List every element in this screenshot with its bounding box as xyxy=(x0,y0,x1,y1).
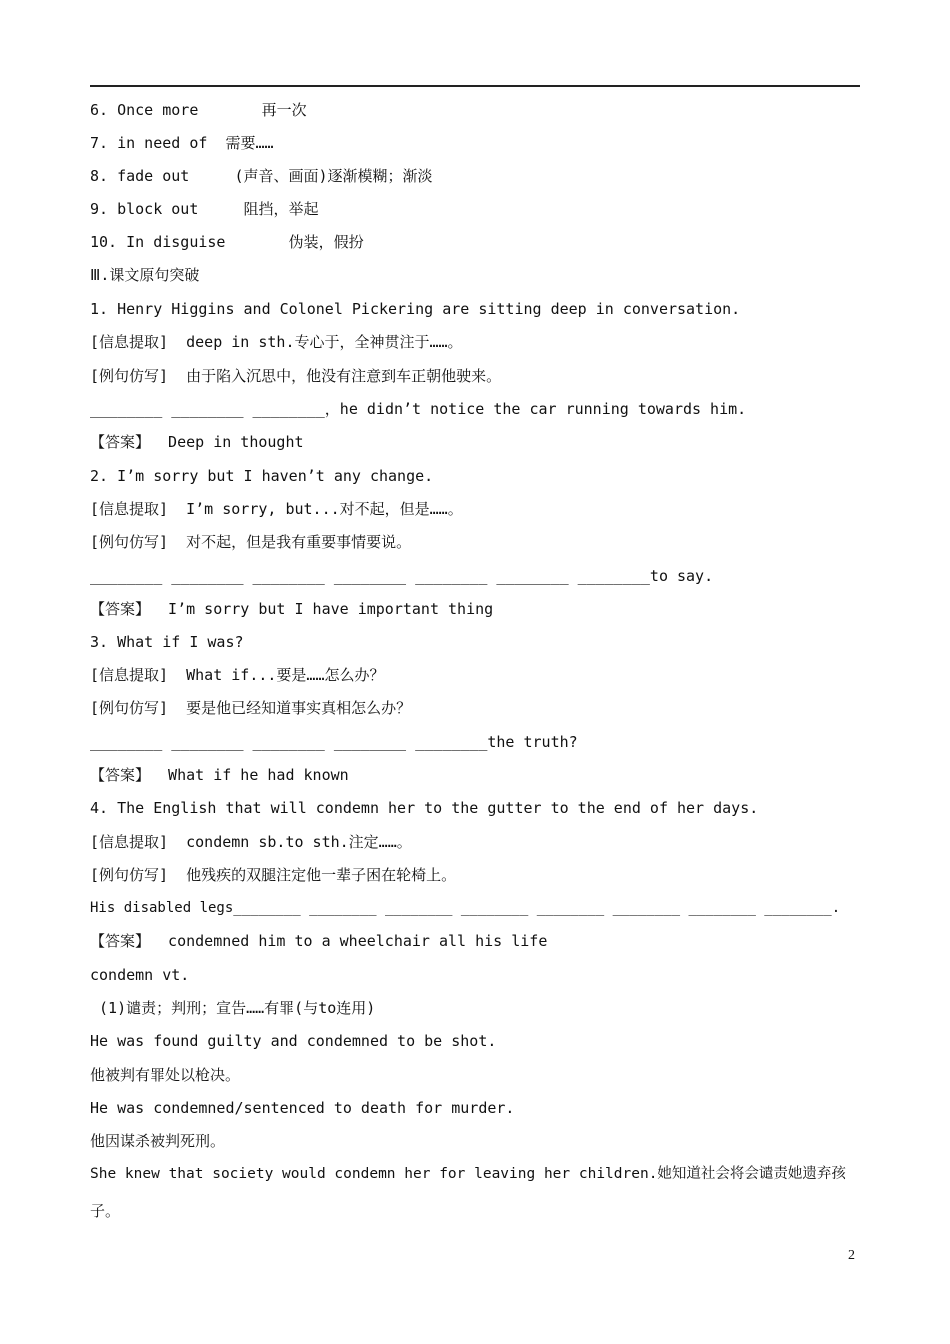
vocab-item-6: 6. Once more 再一次 xyxy=(90,101,307,119)
example-en-3: She knew that society would condemn her for leaving her children.她知道社会将会谴责她遗弃孩 xyxy=(90,1166,846,1182)
answer-2: 【答案】 I’m sorry but I have important thing xyxy=(90,600,494,618)
answer-4: 【答案】 condemned him to a wheelchair all his life xyxy=(90,932,548,950)
example-en-1: He was found guilty and condemned to be shot. xyxy=(90,1032,497,1050)
blank-line-4: His disabled legs________ ________ ________ ________ ________ ________ ________ ________. xyxy=(90,900,841,916)
example-en-2: He was condemned/sentenced to death for murder. xyxy=(90,1099,515,1117)
vocab-item-10: 10. In disguise 伪装，假扮 xyxy=(90,233,364,251)
answer-1: 【答案】 Deep in thought xyxy=(90,433,304,451)
example-en-3-cont: 子。 xyxy=(90,1202,121,1220)
example-zh-2: 他因谋杀被判死刑。 xyxy=(90,1132,226,1150)
sentence-4: 4. The English that will condemn her to the gutter to the end of her days. xyxy=(90,799,759,817)
blank-line-1: ________ ________ ________，he didn’t notice the car running towards him. xyxy=(90,400,747,418)
page-number: 2 xyxy=(848,1248,855,1263)
example-zh-1: 他被判有罪处以枪决。 xyxy=(90,1066,241,1084)
sentence-1: 1. Henry Higgins and Colonel Pickering are sitting deep in conversation. xyxy=(90,300,741,318)
blank-line-3: ________ ________ ________ ________ ________the truth? xyxy=(90,733,578,751)
imitation-1: [例句仿写] 由于陷入沉思中，他没有注意到车正朝他驶来。 xyxy=(90,367,502,385)
vocab-item-8: 8. fade out (声音、画面)逐渐模糊；渐淡 xyxy=(90,167,433,185)
header-rule xyxy=(90,85,860,87)
info-extract-1: [信息提取] deep in sth.专心于，全神贯注于……。 xyxy=(90,333,463,351)
vocab-item-9: 9. block out 阻挡，举起 xyxy=(90,200,319,218)
section-heading: Ⅲ.课文原句突破 xyxy=(90,266,200,284)
imitation-4: [例句仿写] 他残疾的双腿注定他一辈子困在轮椅上。 xyxy=(90,866,457,884)
imitation-3: [例句仿写] 要是他已经知道事实真相怎么办？ xyxy=(90,699,412,717)
word-entry: condemn vt. xyxy=(90,966,190,984)
answer-3: 【答案】 What if he had known xyxy=(90,766,349,784)
blank-line-2: ________ ________ ________ ________ ________ ________ ________to say. xyxy=(90,567,714,585)
sentence-3: 3. What if I was? xyxy=(90,633,244,651)
info-extract-2: [信息提取] I’m sorry, but...对不起，但是……。 xyxy=(90,500,463,518)
imitation-2: [例句仿写] 对不起，但是我有重要事情要说。 xyxy=(90,533,412,551)
sense-1: (1)谴责；判刑；宣告……有罪(与to连用) xyxy=(90,999,376,1017)
vocab-item-7: 7. in need of 需要…… xyxy=(90,134,274,152)
info-extract-4: [信息提取] condemn sb.to sth.注定……。 xyxy=(90,833,412,851)
info-extract-3: [信息提取] What if...要是……怎么办？ xyxy=(90,666,385,684)
sentence-2: 2. I’m sorry but I haven’t any change. xyxy=(90,467,434,485)
